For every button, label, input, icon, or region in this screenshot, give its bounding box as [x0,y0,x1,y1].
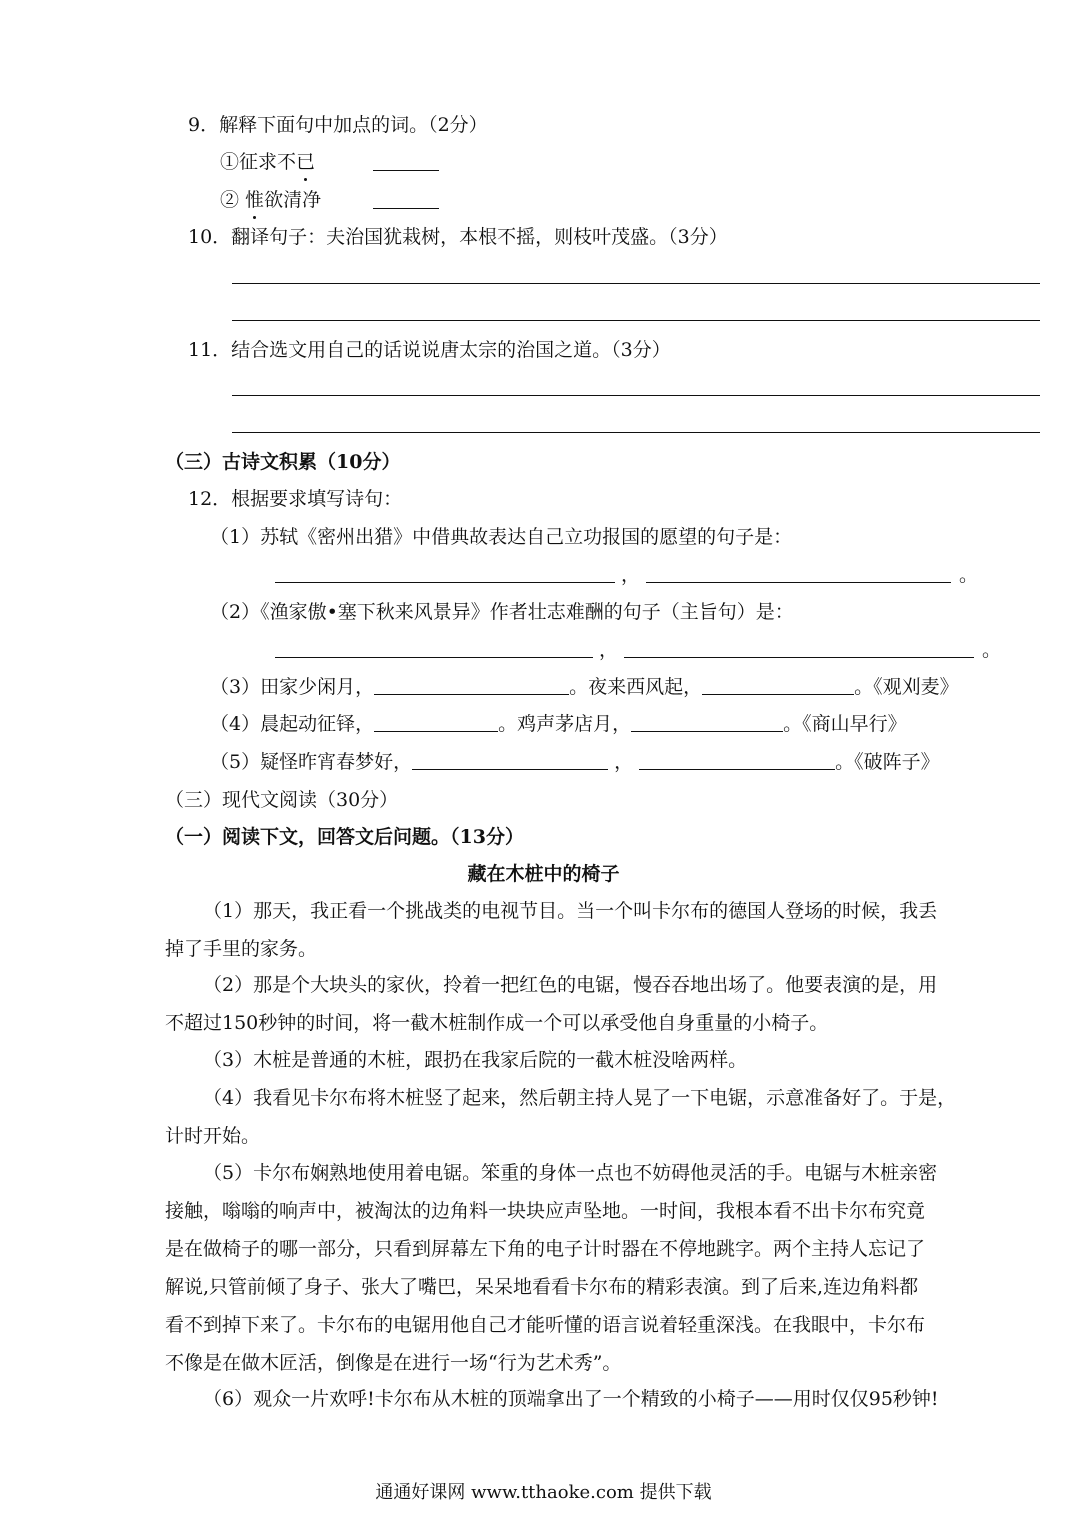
article-paragraph-1 [165,892,1045,968]
answer-line-10-1[interactable] [232,283,1040,284]
paragraph-line: 看不到掉下来了。卡尔布的电锯用他自己才能听懂的语言说着轻重深浅。在我眼中，卡尔布 [165,1314,926,1336]
article-paragraph-4 [165,1079,1045,1155]
period: 。 [982,639,1002,661]
answer-blank-12-1a[interactable] [275,562,615,583]
paragraph-line: （6）观众一片欢呼!卡尔布从木桩的顶端拿出了一个精致的小椅子——用时仅仅95秒钟! [203,1388,939,1410]
article-title: 藏在木桩中的椅子 [467,863,620,885]
part-5-comma: ， [614,751,634,773]
article-paragraph-6 [165,1380,1045,1418]
question-12-part-2-answer [275,637,1001,663]
paragraph-line: 是在做椅子的哪一部分，只看到屏幕左下角的电子计时器在不停地跳字。两个主持人忘记了 [165,1238,926,1260]
part-5-source: 。《破阵子》 [835,751,940,773]
article-paragraph-2 [165,966,1045,1042]
item-2-number: ② [220,189,246,211]
answer-blank-12-3a[interactable] [374,674,569,695]
item-1-dotted-char: 已 [296,151,316,173]
paragraph-line: （3）木桩是普通的木桩，跟扔在我家后院的一截木桩没啥两样。 [203,1049,748,1071]
part-3-text-a: （3）田家少闲月， [210,676,375,698]
answer-blank-12-4b[interactable] [631,711,783,732]
part-4-text-b: 。鸡声茅店月， [498,713,632,735]
answer-blank-9-2[interactable] [373,188,439,209]
question-12-part-4 [210,711,907,737]
paragraph-line: （2）那是个大块头的家伙，拎着一把红色的电锯，慢吞吞地出场了。他要表演的是，用 [203,974,938,996]
article-paragraph-3 [165,1041,1045,1079]
part-3-source: 。《观刈麦》 [854,676,959,698]
paragraph-line: 计时开始。 [165,1125,261,1147]
paragraph-line: （4）我看见卡尔布将木桩竖了起来，然后朝主持人晃了一下电锯，示意准备好了。于是， [203,1087,957,1109]
section-heading-modern-reading: （三）现代文阅读（30分） [165,789,399,811]
comma: ， [599,639,619,661]
answer-blank-12-1b[interactable] [646,562,951,583]
answer-blank-12-2b[interactable] [624,637,974,658]
answer-line-10-2[interactable] [232,320,1040,321]
question-10: 10．翻译句子：夫治国犹栽树，本根不摇，则枝叶茂盛。（3分） [188,226,728,248]
part-3-text-b: 。夜来西风起， [569,676,703,698]
question-12-part-3 [210,674,959,700]
question-9-item-1 [220,149,315,175]
part-1-heading: （一）阅读下文，回答文后问题。（13分） [165,826,524,848]
answer-blank-9-1[interactable] [373,150,439,171]
item-2-dotted-char: 惟 [245,189,265,211]
article-paragraph-5 [165,1154,1045,1382]
answer-blank-12-4a[interactable] [374,711,498,732]
item-1-text: ①征求不 [220,151,297,173]
paragraph-line: （5）卡尔布娴熟地使用着电锯。笨重的身体一点也不妨碍他灵活的手。电锯与木桩亲密 [203,1162,938,1184]
question-11: 11．结合选文用自己的话说说唐太宗的治国之道。（3分） [188,339,671,361]
paragraph-line: （1）那天，我正看一个挑战类的电视节目。当一个叫卡尔布的德国人登场的时候，我丢 [203,900,938,922]
question-12-part-5 [210,749,940,775]
part-5-text-a: （5）疑怪昨宵春梦好， [210,751,413,773]
paragraph-line: 接触，嗡嗡的响声中，被淘汰的边角料一块块应声坠地。一时间，我根本看不出卡尔布究竟 [165,1200,926,1222]
question-12-part-2: （2）《渔家傲•塞下秋来风景异》作者壮志难酬的句子（主旨句）是： [210,601,794,623]
comma: ， [621,564,641,586]
part-4-source: 。《商山早行》 [783,713,907,735]
paragraph-line: 解说,只管前倾了身子、张大了嘴巴，呆呆地看看卡尔布的精彩表演。到了后来,连边角料都 [165,1276,919,1298]
item-2-text: 欲清净 [264,189,322,211]
part-4-text-a: （4）晨起动征铎， [210,713,375,735]
answer-line-11-1[interactable] [232,395,1040,396]
page-footer: 通通好课网 www.tthaoke.com 提供下载 [375,1482,712,1503]
answer-blank-12-2a[interactable] [275,637,593,658]
question-12-part-1: （1）苏轼《密州出猎》中借典故表达自己立功报国的愿望的句子是： [210,526,793,548]
question-12: 12．根据要求填写诗句： [188,488,403,510]
paragraph-line: 掉了手里的家务。 [165,938,318,960]
period: 。 [959,564,979,586]
paragraph-line: 不像是在做木匠活，倒像是在进行一场“行为艺术秀”。 [165,1352,622,1374]
answer-line-11-2[interactable] [232,432,1040,433]
answer-blank-12-5a[interactable] [412,749,608,770]
answer-blank-12-5b[interactable] [639,749,835,770]
question-9-item-2 [220,187,321,213]
answer-blank-12-3b[interactable] [702,674,854,695]
paragraph-line: 不超过150秒钟的时间，将一截木桩制作成一个可以承受他自身重量的小椅子。 [165,1012,829,1034]
section-heading-poetry: （三）古诗文积累（10分） [165,451,401,473]
question-12-part-1-answer [275,562,978,588]
question-9: 9．解释下面句中加点的词。（2分） [188,114,488,136]
